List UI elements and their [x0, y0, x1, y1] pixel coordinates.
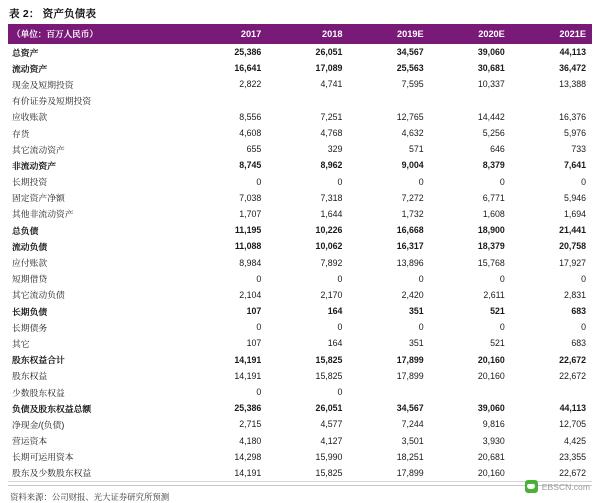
table-row — [8, 400, 592, 416]
row-value — [430, 384, 511, 400]
table-row — [8, 93, 592, 109]
row-label: 总负债 — [12, 225, 39, 236]
row-value — [348, 93, 429, 109]
table-row — [8, 319, 592, 335]
row-value: 8,379 — [482, 160, 505, 171]
row-value: 25,386 — [234, 403, 262, 414]
row-label: 流动资产 — [12, 63, 48, 74]
row-value: 20,160 — [477, 354, 505, 365]
row-value: 12,765 — [396, 111, 424, 122]
row-value: 10,062 — [315, 241, 343, 252]
row-value: 39,060 — [477, 47, 505, 58]
row-value: 26,051 — [315, 47, 343, 58]
row-value: 683 — [571, 306, 586, 317]
row-value: 0 — [499, 176, 505, 187]
row-value: 0 — [499, 273, 505, 284]
row-value — [348, 384, 429, 400]
row-value: 351 — [408, 306, 424, 317]
row-label: 非流动资产 — [12, 160, 56, 171]
row-value: 329 — [327, 144, 343, 155]
row-value: 5,976 — [563, 128, 586, 139]
row-label: 其它流动负债 — [12, 290, 65, 301]
row-value: 571 — [408, 144, 424, 155]
row-value: 4,127 — [320, 435, 343, 446]
table-row — [8, 222, 592, 238]
footer-divider — [8, 485, 592, 486]
row-value: 20,681 — [477, 451, 505, 462]
row-value: 2,822 — [239, 79, 262, 90]
table-row — [8, 76, 592, 92]
row-label: 有价证券及短期投资 — [12, 96, 92, 107]
row-value: 20,160 — [430, 465, 511, 482]
table-row — [8, 303, 592, 319]
row-value: 5,256 — [482, 128, 505, 139]
row-value: 16,317 — [396, 241, 424, 252]
row-label: 负债及股东权益总额 — [12, 403, 92, 414]
row-value: 15,768 — [477, 257, 505, 268]
row-value: 351 — [408, 338, 424, 349]
row-value: 7,641 — [563, 160, 586, 171]
row-value: 22,672 — [511, 465, 592, 482]
row-value: 7,595 — [401, 79, 424, 90]
row-value: 16,668 — [396, 225, 424, 236]
table-row — [8, 384, 592, 400]
table-row — [8, 433, 592, 449]
row-label: 股东权益 — [12, 371, 48, 382]
row-label: 应付账款 — [12, 258, 48, 269]
row-value: 2,611 — [483, 289, 505, 300]
row-value — [511, 384, 592, 400]
table-body — [8, 44, 592, 482]
row-value — [186, 93, 267, 109]
column-header-2021e: 2021E — [511, 24, 592, 44]
column-header-unit: （单位：百万人民币） — [8, 24, 186, 44]
row-value: 21,441 — [559, 225, 586, 236]
table-row — [8, 335, 592, 351]
row-value: 0 — [337, 322, 343, 333]
table-row — [8, 174, 592, 190]
table-header — [8, 24, 592, 44]
row-value: 10,226 — [315, 225, 343, 236]
row-value: 7,892 — [320, 257, 343, 268]
row-value: 4,632 — [401, 128, 424, 139]
row-value: 0 — [581, 273, 586, 284]
row-value: 14,298 — [234, 451, 262, 462]
row-value: 164 — [327, 306, 343, 317]
row-value: 15,825 — [315, 370, 343, 381]
row-value: 2,170 — [320, 289, 343, 300]
column-header-2017: 2017 — [186, 24, 267, 44]
row-value: 0 — [581, 176, 586, 187]
row-value: 18,251 — [396, 451, 424, 462]
row-value: 4,741 — [320, 79, 343, 90]
table-row — [8, 465, 592, 482]
row-value: 4,425 — [563, 435, 586, 446]
row-value: 11,088 — [234, 241, 262, 252]
row-value: 17,927 — [559, 257, 586, 268]
row-value: 655 — [246, 144, 262, 155]
row-label: 净现金/(负债) — [12, 419, 65, 430]
row-value: 15,825 — [267, 465, 348, 482]
row-label: 总资产 — [12, 47, 39, 58]
table-row — [8, 44, 592, 60]
row-value: 34,567 — [396, 47, 424, 58]
table-row — [8, 125, 592, 141]
row-value: 18,900 — [477, 225, 505, 236]
table-title: 表 2： 资产负债表 — [9, 8, 97, 20]
row-value: 164 — [327, 338, 343, 349]
row-value: 0 — [256, 273, 262, 284]
row-value: 7,272 — [401, 192, 424, 203]
row-value: 1,732 — [401, 208, 424, 219]
row-value: 23,355 — [559, 451, 586, 462]
row-value: 3,501 — [401, 435, 424, 446]
row-value: 7,251 — [320, 111, 343, 122]
column-header-2018: 2018 — [267, 24, 348, 44]
row-value: 733 — [571, 144, 586, 155]
row-value: 6,771 — [482, 192, 505, 203]
row-value: 30,681 — [477, 63, 505, 74]
row-value: 22,672 — [559, 354, 586, 365]
row-value: 2,831 — [563, 289, 586, 300]
row-value: 0 — [337, 176, 343, 187]
header-row — [8, 24, 592, 44]
row-value: 13,388 — [559, 79, 586, 90]
row-value: 1,608 — [482, 208, 505, 219]
source-note: 资料来源：公司财报、光大证券研究所预测 — [10, 492, 170, 503]
row-label: 其它流动资产 — [12, 144, 65, 155]
row-value: 14,191 — [186, 465, 267, 482]
column-header-2019e: 2019E — [348, 24, 429, 44]
row-label: 现金及短期投资 — [12, 79, 74, 90]
row-value: 25,386 — [234, 47, 262, 58]
row-value: 8,962 — [320, 160, 343, 171]
row-value: 9,816 — [482, 419, 505, 430]
row-value: 2,420 — [401, 289, 424, 300]
table-row — [8, 60, 592, 76]
watermark — [525, 480, 590, 493]
table-row — [8, 449, 592, 465]
wechat-icon — [525, 480, 538, 493]
row-value: 0 — [256, 322, 262, 333]
table-row — [8, 271, 592, 287]
balance-sheet-table — [8, 24, 592, 482]
row-value: 17,899 — [396, 370, 424, 381]
row-value: 0 — [256, 176, 262, 187]
row-value — [267, 93, 348, 109]
row-value: 107 — [246, 306, 262, 317]
row-label: 股东及少数股东权益 — [8, 465, 186, 482]
row-value: 0 — [581, 322, 586, 333]
row-value: 683 — [571, 338, 586, 349]
row-label: 少数股东权益 — [12, 387, 65, 398]
row-value: 17,899 — [348, 465, 429, 482]
row-label: 长期债务 — [12, 322, 48, 333]
row-value — [430, 93, 511, 109]
row-value: 1,644 — [320, 208, 343, 219]
row-label: 应收账款 — [12, 112, 48, 123]
row-value: 26,051 — [315, 403, 343, 414]
table-row — [8, 141, 592, 157]
table-row — [8, 238, 592, 254]
row-value: 15,825 — [315, 354, 343, 365]
row-label: 营运资本 — [12, 436, 48, 447]
row-value: 16,376 — [559, 111, 586, 122]
row-value: 13,896 — [396, 257, 424, 268]
row-value: 0 — [418, 322, 424, 333]
row-value: 2,715 — [239, 419, 262, 430]
row-value: 8,984 — [239, 257, 262, 268]
row-value: 0 — [418, 176, 424, 187]
column-header-2020e: 2020E — [430, 24, 511, 44]
row-value: 36,472 — [559, 63, 586, 74]
watermark-text: EBSCN.com — [541, 481, 590, 492]
row-label: 其它 — [12, 338, 30, 349]
row-label: 长期可运用资本 — [12, 452, 74, 463]
row-value: 15,990 — [315, 451, 343, 462]
table-row — [8, 206, 592, 222]
row-value — [511, 93, 592, 109]
row-value: 1,707 — [239, 208, 262, 219]
row-label: 股东权益合计 — [12, 355, 65, 366]
row-value: 107 — [246, 338, 262, 349]
row-value: 8,556 — [239, 111, 262, 122]
row-label: 长期投资 — [12, 177, 48, 188]
row-value: 7,318 — [320, 192, 343, 203]
row-value: 4,577 — [320, 419, 343, 430]
row-value: 0 — [418, 273, 424, 284]
row-label: 固定资产净额 — [12, 193, 65, 204]
row-value: 0 — [337, 387, 343, 398]
row-value: 14,191 — [234, 370, 262, 381]
row-value: 10,337 — [477, 79, 505, 90]
table-row — [8, 254, 592, 270]
row-label: 长期负债 — [12, 306, 48, 317]
row-value: 4,608 — [239, 128, 262, 139]
row-value: 0 — [499, 322, 505, 333]
row-value: 2,104 — [239, 289, 262, 300]
row-value: 14,191 — [234, 354, 262, 365]
row-value: 25,563 — [396, 63, 424, 74]
row-value: 18,379 — [477, 241, 505, 252]
row-value: 11,195 — [234, 225, 262, 236]
table-row — [8, 368, 592, 384]
row-label: 其他非流动资产 — [12, 209, 74, 220]
row-value: 646 — [490, 144, 505, 155]
row-value: 8,745 — [239, 160, 262, 171]
table-row — [8, 109, 592, 125]
row-value: 521 — [490, 338, 505, 349]
row-value: 521 — [490, 306, 505, 317]
row-value: 44,113 — [559, 47, 586, 58]
row-value: 44,113 — [559, 403, 586, 414]
table-row — [8, 157, 592, 173]
row-value: 20,758 — [559, 241, 586, 252]
row-label: 流动负债 — [12, 241, 48, 252]
row-value: 9,004 — [401, 160, 424, 171]
row-value: 7,244 — [401, 419, 424, 430]
row-value: 4,180 — [239, 435, 262, 446]
table-row — [8, 190, 592, 206]
row-value: 0 — [256, 387, 262, 398]
row-value: 39,060 — [477, 403, 505, 414]
row-label: 短期借贷 — [12, 274, 48, 285]
row-value: 17,089 — [315, 63, 343, 74]
row-label: 存货 — [12, 128, 30, 139]
row-value: 1,694 — [563, 208, 586, 219]
row-value: 7,038 — [239, 192, 262, 203]
row-value: 14,442 — [477, 111, 505, 122]
row-value: 12,705 — [559, 419, 586, 430]
row-value: 20,160 — [477, 370, 505, 381]
table-row — [8, 416, 592, 432]
row-value: 0 — [337, 273, 343, 284]
row-value: 3,930 — [482, 435, 505, 446]
row-value: 5,946 — [563, 192, 586, 203]
row-value: 34,567 — [396, 403, 424, 414]
table-row — [8, 352, 592, 368]
row-value: 16,641 — [234, 63, 262, 74]
table-row — [8, 287, 592, 303]
row-value: 4,768 — [320, 128, 343, 139]
row-value: 22,672 — [559, 370, 586, 381]
row-value: 17,899 — [396, 354, 424, 365]
